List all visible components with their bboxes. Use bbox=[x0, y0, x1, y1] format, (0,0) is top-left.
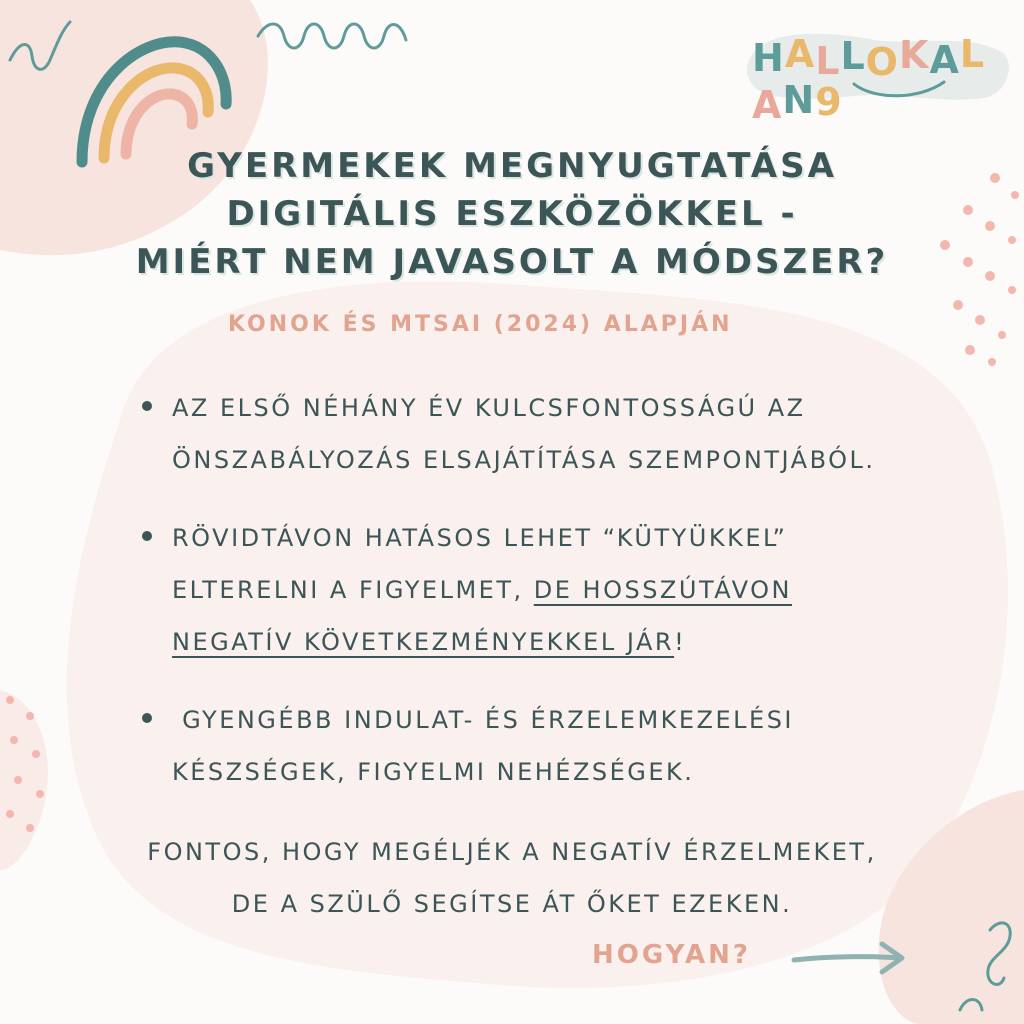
cta-label: HOGYAN? bbox=[592, 940, 751, 970]
title-line-2: DIGITÁLIS ESZKÖZÖKKEL - bbox=[226, 194, 798, 234]
logo-letter: L bbox=[815, 39, 841, 83]
bullet-1-line-1: AZ ELSŐ NÉHÁNY ÉV KULCSFONTOSSÁGÚ AZ bbox=[172, 394, 806, 422]
bullet-2-line-2 bbox=[172, 564, 960, 616]
bullet-dot-icon bbox=[142, 713, 152, 723]
logo-letter: O bbox=[865, 40, 899, 84]
bullet-2-line-2-underlined: DE HOSSZÚTÁVON bbox=[533, 576, 792, 604]
bullet-dot-icon bbox=[142, 401, 152, 411]
hallokalan-logo bbox=[744, 22, 1014, 127]
source-citation: KONOK ÉS MTSAI (2024) ALAPJÁN bbox=[228, 312, 733, 337]
bullet-1-line-2: ÖNSZABÁLYOZÁS ELSAJÁTÍTÁSA SZEMPONTJÁBÓL. bbox=[172, 446, 876, 474]
bullet-3-line-1: GYENGÉBB INDULAT- ÉS ÉRZELEMKEZELÉSI bbox=[172, 706, 794, 734]
title-line-1: GYERMEKEK MEGNYUGTATÁSA bbox=[187, 146, 837, 186]
page-title bbox=[60, 142, 964, 286]
bullet-2-line-3-underlined: NEGATÍV KÖVETKEZMÉNYEKKEL JÁR bbox=[172, 628, 675, 656]
closing-line-2: DE A SZÜLŐ SEGÍTSE ÁT ŐKET EZEKEN. bbox=[231, 890, 793, 918]
logo-letter: A bbox=[752, 83, 783, 127]
squiggle-top bbox=[258, 24, 406, 48]
logo-letter: L bbox=[840, 34, 866, 78]
bullet-2-line-2-plain: ELTERELNI A FIGYELMET, bbox=[172, 576, 534, 604]
left-blob bbox=[0, 690, 48, 870]
bullet-dot-icon bbox=[142, 531, 152, 541]
logo-text bbox=[752, 32, 1014, 127]
logo-letter: K bbox=[898, 33, 930, 77]
bullet-item-3 bbox=[140, 694, 960, 798]
title-line-3: MIÉRT NEM JAVASOLT A MÓDSZER? bbox=[135, 242, 889, 282]
bullet-item-1 bbox=[140, 382, 960, 486]
logo-letter: 9 bbox=[815, 80, 843, 124]
closing-line-1: FONTOS, HOGY MEGÉLJÉK A NEGATÍV ÉRZELMEKET, bbox=[147, 838, 877, 866]
logo-letter: A bbox=[929, 38, 960, 82]
bullet-item-2 bbox=[140, 512, 960, 668]
bullet-3-line-2: KÉSZSÉGEK, FIGYELMI NEHÉZSÉGEK. bbox=[172, 758, 695, 786]
bullet-list bbox=[140, 382, 960, 798]
bullet-2-line-3-tail: ! bbox=[674, 628, 687, 656]
arrow-right-icon bbox=[790, 938, 910, 978]
closing-statement bbox=[60, 826, 964, 930]
logo-letter: N bbox=[782, 78, 816, 122]
bullet-2-line-1: RÖVIDTÁVON HATÁSOS LEHET “KÜTYÜKKEL” bbox=[172, 524, 788, 552]
logo-letter: L bbox=[959, 32, 986, 76]
logo-letter: H bbox=[752, 36, 785, 80]
logo-letter: A bbox=[784, 32, 816, 76]
bullet-2-line-3 bbox=[172, 616, 960, 668]
